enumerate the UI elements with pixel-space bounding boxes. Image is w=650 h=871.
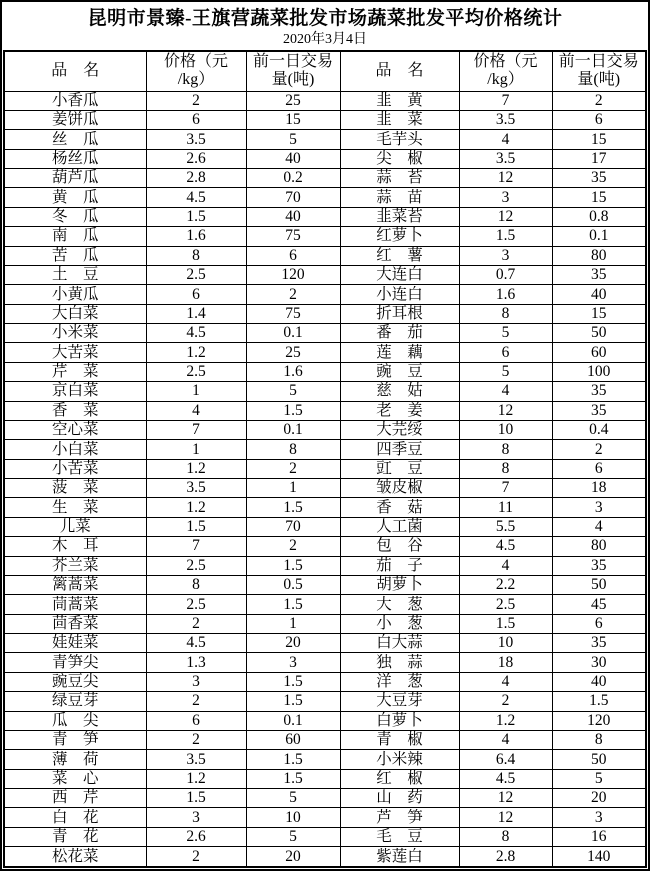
table-row — [4, 343, 646, 362]
table-row — [4, 91, 646, 110]
price-header-line1: 价格（元 — [163, 52, 228, 70]
price-cell: 8 — [459, 304, 552, 323]
product-name-cell: 木 耳 — [4, 537, 146, 556]
price-cell: 8 — [146, 575, 246, 594]
volume-cell: 2 — [552, 440, 646, 459]
product-name-cell: 生 菜 — [4, 498, 146, 517]
table-row — [4, 614, 646, 633]
price-cell: 4.5 — [146, 324, 246, 343]
volume-cell: 6 — [246, 246, 340, 265]
product-name-cell: 空心菜 — [4, 420, 146, 439]
volume-cell: 75 — [246, 227, 340, 246]
product-name-cell: 儿菜 — [4, 517, 146, 536]
table-row — [4, 692, 646, 711]
product-name-cell: 人工菌 — [340, 517, 459, 536]
price-cell: 5 — [459, 324, 552, 343]
price-cell: 7 — [146, 537, 246, 556]
product-name-cell: 豇 豆 — [340, 459, 459, 478]
volume-cell: 75 — [246, 304, 340, 323]
price-header-line2: /kg） — [487, 71, 524, 89]
price-cell: 5 — [459, 362, 552, 381]
price-cell: 2 — [146, 91, 246, 110]
volume-cell: 5 — [246, 130, 340, 149]
product-name-cell: 青 花 — [4, 827, 146, 846]
volume-cell: 40 — [246, 149, 340, 168]
price-cell: 4.5 — [459, 769, 552, 788]
price-cell: 3 — [459, 188, 552, 207]
product-name-cell: 豌 豆 — [340, 362, 459, 381]
table-row — [4, 769, 646, 788]
price-cell: 12 — [459, 789, 552, 808]
volume-cell: 10 — [246, 808, 340, 827]
price-cell: 1.2 — [146, 343, 246, 362]
table-row — [4, 227, 646, 246]
price-cell: 4.5 — [146, 188, 246, 207]
price-cell: 4 — [459, 556, 552, 575]
product-name-cell: 茄 子 — [340, 556, 459, 575]
volume-cell: 1.5 — [246, 750, 340, 769]
volume-cell: 1.5 — [246, 769, 340, 788]
price-cell: 1.2 — [146, 498, 246, 517]
price-cell: 2.5 — [459, 595, 552, 614]
price-cell: 4 — [459, 672, 552, 691]
price-cell: 8 — [459, 827, 552, 846]
volume-header-line2: 量(吨) — [271, 71, 315, 89]
product-name-cell: 小米菜 — [4, 324, 146, 343]
col-header-product-name-left: 品 名 — [4, 51, 146, 91]
product-name-cell: 篱蒿菜 — [4, 575, 146, 594]
product-name-cell: 香 菜 — [4, 401, 146, 420]
volume-header-line2: 量(吨) — [577, 71, 621, 89]
product-name-cell: 青笋尖 — [4, 653, 146, 672]
volume-cell: 50 — [552, 575, 646, 594]
price-cell: 2 — [146, 730, 246, 749]
product-name-cell: 黄 瓜 — [4, 188, 146, 207]
table-row — [4, 440, 646, 459]
price-cell: 4.5 — [146, 634, 246, 653]
volume-cell: 1.5 — [246, 401, 340, 420]
volume-cell: 1.5 — [246, 672, 340, 691]
product-name-cell: 菠 菜 — [4, 479, 146, 498]
product-name-cell: 独 蒜 — [340, 653, 459, 672]
volume-cell: 2 — [246, 285, 340, 304]
product-name-cell: 松花菜 — [4, 847, 146, 867]
volume-cell: 1.5 — [552, 692, 646, 711]
table-row — [4, 730, 646, 749]
product-name-cell: 蒜 苗 — [340, 188, 459, 207]
price-cell: 2.5 — [146, 556, 246, 575]
table-row — [4, 498, 646, 517]
col-header-volume-left — [246, 51, 340, 91]
col-header-price-right — [459, 51, 552, 91]
product-name-cell: 薄 荷 — [4, 750, 146, 769]
volume-cell: 6 — [552, 614, 646, 633]
product-name-cell: 小苦菜 — [4, 459, 146, 478]
product-name-cell: 大连白 — [340, 265, 459, 284]
product-name-cell: 茼蒿菜 — [4, 595, 146, 614]
product-name-cell: 尖 椒 — [340, 149, 459, 168]
volume-cell: 0.1 — [246, 420, 340, 439]
volume-cell: 2 — [246, 537, 340, 556]
volume-cell: 35 — [552, 401, 646, 420]
volume-cell: 1 — [246, 479, 340, 498]
product-name-cell: 小连白 — [340, 285, 459, 304]
table-row — [4, 362, 646, 381]
product-name-cell: 青 椒 — [340, 730, 459, 749]
table-row — [4, 169, 646, 188]
table-row — [4, 401, 646, 420]
table-row — [4, 750, 646, 769]
volume-cell: 60 — [246, 730, 340, 749]
volume-cell: 0.1 — [246, 711, 340, 730]
price-cell: 2.5 — [146, 595, 246, 614]
product-name-cell: 大 葱 — [340, 595, 459, 614]
volume-cell: 20 — [246, 847, 340, 867]
price-cell: 1 — [146, 382, 246, 401]
product-name-cell: 娃娃菜 — [4, 634, 146, 653]
table-row — [4, 537, 646, 556]
volume-cell: 15 — [246, 110, 340, 129]
volume-cell: 6 — [552, 110, 646, 129]
product-name-cell: 折耳根 — [340, 304, 459, 323]
table-row — [4, 149, 646, 168]
volume-cell: 120 — [246, 265, 340, 284]
volume-cell: 1.6 — [246, 362, 340, 381]
volume-cell: 5 — [246, 382, 340, 401]
price-cell: 3.5 — [146, 130, 246, 149]
price-cell: 5.5 — [459, 517, 552, 536]
product-name-cell: 韭菜苔 — [340, 207, 459, 226]
price-header-line2: /kg） — [177, 71, 215, 89]
volume-cell: 0.1 — [552, 227, 646, 246]
report-date: 2020年3月4日 — [283, 32, 367, 47]
price-cell: 4.5 — [459, 537, 552, 556]
volume-cell: 0.2 — [246, 169, 340, 188]
price-cell: 2.8 — [459, 847, 552, 867]
product-name-cell: 胡萝卜 — [340, 575, 459, 594]
table-row — [4, 285, 646, 304]
price-cell: 1.5 — [459, 614, 552, 633]
volume-cell: 50 — [552, 324, 646, 343]
product-name-cell: 土 豆 — [4, 265, 146, 284]
table-row — [4, 556, 646, 575]
product-name-cell: 冬 瓜 — [4, 207, 146, 226]
product-name-cell: 红 薯 — [340, 246, 459, 265]
product-name-cell: 紫莲白 — [340, 847, 459, 867]
price-cell: 1.2 — [146, 769, 246, 788]
table-row — [4, 634, 646, 653]
price-cell: 10 — [459, 420, 552, 439]
product-name-cell: 大白菜 — [4, 304, 146, 323]
table-row — [4, 789, 646, 808]
table-row — [4, 265, 646, 284]
volume-cell: 35 — [552, 382, 646, 401]
product-name-cell: 皱皮椒 — [340, 479, 459, 498]
price-cell: 1.3 — [146, 653, 246, 672]
price-table — [3, 50, 647, 868]
product-name-cell: 南 瓜 — [4, 227, 146, 246]
product-name-cell: 小 葱 — [340, 614, 459, 633]
price-cell: 8 — [459, 459, 552, 478]
product-name-cell: 毛芋头 — [340, 130, 459, 149]
volume-cell: 5 — [552, 769, 646, 788]
price-cell: 2 — [146, 614, 246, 633]
price-cell: 6 — [146, 285, 246, 304]
table-row — [4, 711, 646, 730]
price-cell: 7 — [459, 91, 552, 110]
price-cell: 11 — [459, 498, 552, 517]
volume-cell: 120 — [552, 711, 646, 730]
price-cell: 4 — [459, 382, 552, 401]
price-cell: 1.6 — [459, 285, 552, 304]
product-name-cell: 芹 菜 — [4, 362, 146, 381]
product-name-cell: 莲 藕 — [340, 343, 459, 362]
price-cell: 2.6 — [146, 149, 246, 168]
price-cell: 2.2 — [459, 575, 552, 594]
product-name-cell: 小黄瓜 — [4, 285, 146, 304]
price-cell: 2 — [146, 847, 246, 867]
volume-cell: 1.5 — [246, 692, 340, 711]
volume-cell: 4 — [552, 517, 646, 536]
volume-cell: 50 — [552, 750, 646, 769]
volume-cell: 25 — [246, 91, 340, 110]
price-cell: 2.6 — [146, 827, 246, 846]
product-name-cell: 红萝卜 — [340, 227, 459, 246]
price-cell: 1.2 — [146, 459, 246, 478]
volume-cell: 17 — [552, 149, 646, 168]
volume-cell: 2 — [246, 459, 340, 478]
price-cell: 6.4 — [459, 750, 552, 769]
price-cell: 2.5 — [146, 362, 246, 381]
table-row — [4, 207, 646, 226]
volume-cell: 35 — [552, 169, 646, 188]
price-cell: 12 — [459, 169, 552, 188]
product-name-cell: 西 芹 — [4, 789, 146, 808]
price-cell: 2.8 — [146, 169, 246, 188]
product-name-cell: 芥兰菜 — [4, 556, 146, 575]
product-name-cell: 洋 葱 — [340, 672, 459, 691]
volume-cell: 15 — [552, 304, 646, 323]
volume-cell: 25 — [246, 343, 340, 362]
product-name-cell: 番 茄 — [340, 324, 459, 343]
product-name-cell: 红 椒 — [340, 769, 459, 788]
volume-cell: 20 — [246, 634, 340, 653]
price-cell: 18 — [459, 653, 552, 672]
product-name-cell: 韭 黄 — [340, 91, 459, 110]
volume-cell: 15 — [552, 130, 646, 149]
price-cell: 3 — [459, 246, 552, 265]
product-name-cell: 慈 姑 — [340, 382, 459, 401]
product-name-cell: 老 姜 — [340, 401, 459, 420]
price-cell: 3.5 — [146, 750, 246, 769]
volume-cell: 35 — [552, 634, 646, 653]
volume-cell: 35 — [552, 265, 646, 284]
price-cell: 2.5 — [146, 265, 246, 284]
table-row — [4, 517, 646, 536]
product-name-cell: 白大蒜 — [340, 634, 459, 653]
volume-cell: 30 — [552, 653, 646, 672]
volume-cell: 5 — [246, 789, 340, 808]
table-row — [4, 246, 646, 265]
product-name-cell: 香 菇 — [340, 498, 459, 517]
volume-cell: 35 — [552, 556, 646, 575]
price-cell: 6 — [146, 110, 246, 129]
product-name-cell: 大苦菜 — [4, 343, 146, 362]
price-cell: 1.6 — [146, 227, 246, 246]
volume-cell: 0.5 — [246, 575, 340, 594]
price-cell: 1.5 — [146, 517, 246, 536]
volume-cell: 40 — [552, 285, 646, 304]
price-cell: 1.2 — [459, 711, 552, 730]
product-name-cell: 杨丝瓜 — [4, 149, 146, 168]
volume-header-line1: 前一日交易 — [558, 52, 639, 70]
price-cell: 7 — [459, 479, 552, 498]
product-name-cell: 豌豆尖 — [4, 672, 146, 691]
price-cell: 1.4 — [146, 304, 246, 323]
volume-cell: 3 — [552, 808, 646, 827]
price-cell: 12 — [459, 207, 552, 226]
col-header-volume-right — [552, 51, 646, 91]
table-row — [4, 575, 646, 594]
table-row — [4, 324, 646, 343]
table-row — [4, 459, 646, 478]
price-cell: 6 — [146, 711, 246, 730]
volume-cell: 20 — [552, 789, 646, 808]
product-name-cell: 葫芦瓜 — [4, 169, 146, 188]
price-cell: 1.5 — [459, 227, 552, 246]
product-name-cell: 京白菜 — [4, 382, 146, 401]
product-name-cell: 山 药 — [340, 789, 459, 808]
product-name-cell: 包 谷 — [340, 537, 459, 556]
product-name-cell: 白 花 — [4, 808, 146, 827]
volume-cell: 1 — [246, 614, 340, 633]
product-name-cell: 茴香菜 — [4, 614, 146, 633]
product-name-cell: 韭 菜 — [340, 110, 459, 129]
volume-cell: 0.4 — [552, 420, 646, 439]
table-row — [4, 130, 646, 149]
price-cell: 10 — [459, 634, 552, 653]
volume-cell: 3 — [246, 653, 340, 672]
volume-cell: 8 — [552, 730, 646, 749]
volume-cell: 5 — [246, 827, 340, 846]
volume-cell: 0.1 — [246, 324, 340, 343]
table-row — [4, 382, 646, 401]
volume-cell: 45 — [552, 595, 646, 614]
volume-cell: 70 — [246, 517, 340, 536]
volume-cell: 100 — [552, 362, 646, 381]
volume-cell: 60 — [552, 343, 646, 362]
col-header-product-name-right: 品 名 — [340, 51, 459, 91]
table-row — [4, 595, 646, 614]
product-name-cell: 毛 豆 — [340, 827, 459, 846]
product-name-cell: 瓜 尖 — [4, 711, 146, 730]
volume-cell: 80 — [552, 246, 646, 265]
volume-cell: 18 — [552, 479, 646, 498]
volume-cell: 15 — [552, 188, 646, 207]
table-row — [4, 304, 646, 323]
volume-cell: 0.8 — [552, 207, 646, 226]
price-cell: 7 — [146, 420, 246, 439]
volume-cell: 2 — [552, 91, 646, 110]
volume-cell: 6 — [552, 459, 646, 478]
price-cell: 1.5 — [146, 789, 246, 808]
price-cell: 3 — [146, 672, 246, 691]
table-row — [4, 827, 646, 846]
price-cell: 6 — [459, 343, 552, 362]
product-name-cell: 青 笋 — [4, 730, 146, 749]
page-title: 昆明市景臻-王旗营蔬菜批发市场蔬菜批发平均价格统计 — [87, 8, 563, 29]
product-name-cell: 大芫绥 — [340, 420, 459, 439]
table-row — [4, 653, 646, 672]
price-cell: 2 — [146, 692, 246, 711]
price-cell: 3 — [146, 808, 246, 827]
product-name-cell: 小米辣 — [340, 750, 459, 769]
volume-cell: 1.5 — [246, 556, 340, 575]
price-cell: 3.5 — [459, 149, 552, 168]
product-name-cell: 小香瓜 — [4, 91, 146, 110]
volume-cell: 80 — [552, 537, 646, 556]
price-cell: 1 — [146, 440, 246, 459]
volume-cell: 1.5 — [246, 595, 340, 614]
volume-cell: 16 — [552, 827, 646, 846]
table-row — [4, 479, 646, 498]
product-name-cell: 芦 笋 — [340, 808, 459, 827]
product-name-cell: 丝 瓜 — [4, 130, 146, 149]
volume-cell: 1.5 — [246, 498, 340, 517]
volume-cell: 140 — [552, 847, 646, 867]
product-name-cell: 蒜 苔 — [340, 169, 459, 188]
price-cell: 3.5 — [459, 110, 552, 129]
price-cell: 0.7 — [459, 265, 552, 284]
product-name-cell: 苦 瓜 — [4, 246, 146, 265]
table-row — [4, 847, 646, 867]
volume-cell: 3 — [552, 498, 646, 517]
product-name-cell: 四季豆 — [340, 440, 459, 459]
table-row — [4, 808, 646, 827]
price-cell: 8 — [146, 246, 246, 265]
volume-cell: 8 — [246, 440, 340, 459]
price-cell: 8 — [459, 440, 552, 459]
col-header-price-left — [146, 51, 246, 91]
table-row — [4, 110, 646, 129]
price-cell: 12 — [459, 401, 552, 420]
table-row — [4, 672, 646, 691]
product-name-cell: 姜饼瓜 — [4, 110, 146, 129]
product-name-cell: 菜 心 — [4, 769, 146, 788]
price-cell: 3.5 — [146, 479, 246, 498]
product-name-cell: 绿豆芽 — [4, 692, 146, 711]
price-cell: 1.5 — [146, 207, 246, 226]
product-name-cell: 小白菜 — [4, 440, 146, 459]
price-cell: 4 — [459, 130, 552, 149]
volume-cell: 70 — [246, 188, 340, 207]
price-header-line1: 价格（元 — [473, 52, 538, 70]
volume-header-line1: 前一日交易 — [252, 52, 333, 70]
price-cell: 4 — [146, 401, 246, 420]
price-cell: 4 — [459, 730, 552, 749]
header-row — [4, 51, 646, 91]
table-row — [4, 420, 646, 439]
price-cell: 2 — [459, 692, 552, 711]
product-name-cell: 大豆芽 — [340, 692, 459, 711]
volume-cell: 40 — [552, 672, 646, 691]
product-name-cell: 白萝卜 — [340, 711, 459, 730]
table-row — [4, 188, 646, 207]
price-cell: 12 — [459, 808, 552, 827]
volume-cell: 40 — [246, 207, 340, 226]
